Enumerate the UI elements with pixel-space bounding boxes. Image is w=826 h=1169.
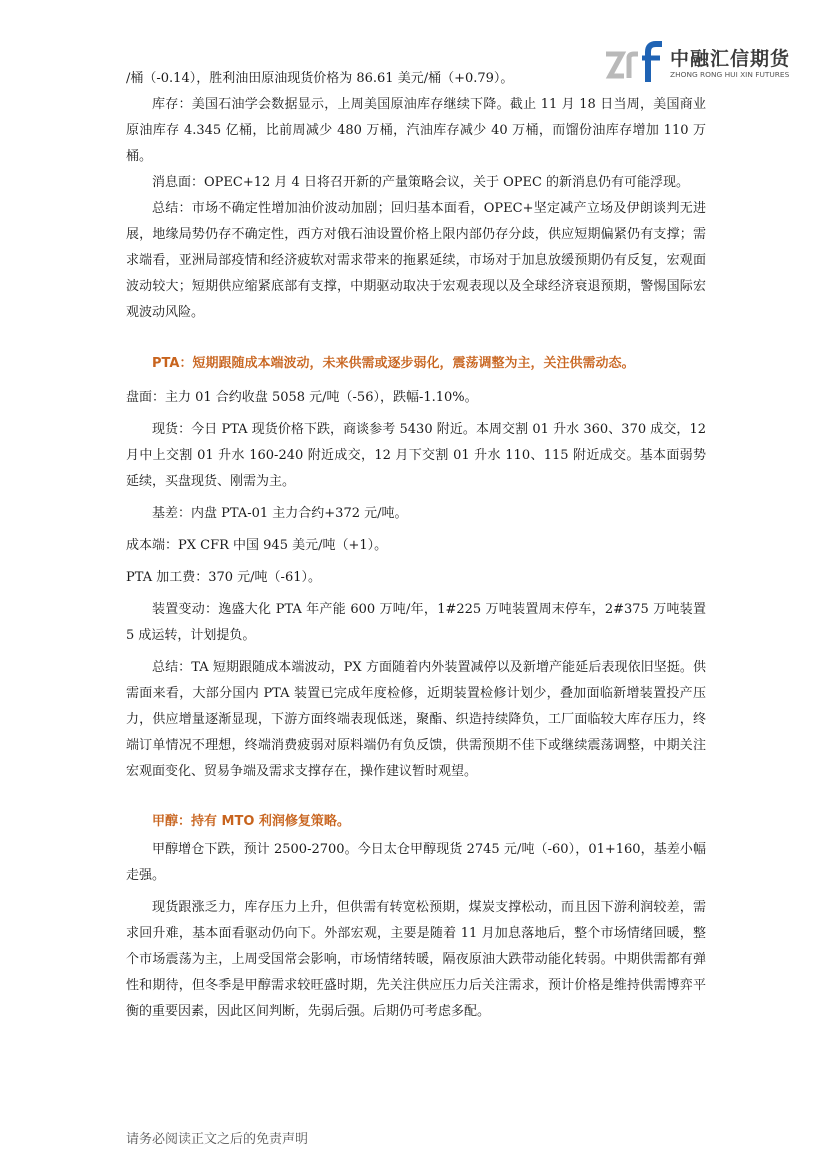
crude-news-paragraph: 消息面：OPEC+12 月 4 日将召开新的产量策略会议，关于 OPEC 的新消息仍有可能浮现。	[152, 175, 690, 190]
pta-spot-paragraph: 现货：今日 PTA 现货价格下跌，商谈参考 5430 附近。本周交割 01 升水 360、370 成交，12 月中上交割 01 升水 160-240 附近成交，12 月下交割 01 升水 110、115 附近成交。基本面弱势延续，买盘现货、刚需为主。	[126, 422, 706, 489]
logo-english-name: ZHONG RONG HUI XIN FUTURES	[670, 70, 790, 79]
crude-summary-paragraph: 总结：市场不确定性增加油价波动加剧；回归基本面看，OPEC+坚定减产立场及伊朗谈判无进展，地缘局势仍存不确定性，西方对俄石油设置价格上限内部仍存分歧，供应短期偏紧仍有支撑；需求端看，亚洲局部疫情和经济疲软对需求带来的拖累延续，市场对于加息放缓预期仍有反复，宏观面波动较大；短期供应缩紧底部有支撑，中期驱动取决于宏观表现以及全球经济衰退预期，警惕国际宏观波动风险。	[126, 201, 706, 320]
crude-price-paragraph: /桶（-0.14），胜利油田原油现货价格为 86.61 美元/桶（+0.79）。	[126, 71, 514, 86]
disclaimer-notice: 请务必阅读正文之后的免责声明	[126, 1132, 309, 1147]
pta-summary-paragraph: 总结：TA 短期跟随成本端波动，PX 方面随着内外装置减停以及新增产能延后表现依旧坚挺。供需面来看，大部分国内 PTA 装置已完成年度检修，近期装置检修计划少，叠加面临新增装置投产压力，供应增量逐渐显现，下游方面终端表现低迷，聚酯、织造持续降负，工厂面临较大库存压力，终端订单情况不理想，终端消费疲弱对原料端仍有负反馈，供需预期不佳下或继续震荡调整，中期关注宏观面变化、贸易争端及需求支撑存在，操作建议暂时观望。	[126, 660, 706, 779]
methanol-section-heading: 甲醇：持有 MTO 利润修复策略。	[152, 814, 350, 829]
pta-processing-fee-paragraph: PTA 加工费：370 元/吨（-61）。	[126, 570, 321, 585]
logo-chinese-name: 中融汇信期货	[670, 48, 791, 70]
methanol-market-paragraph: 甲醇增仓下跌，预计 2500-2700。今日太仓甲醇现货 2745 元/吨（-60），01+160，基差小幅走强。	[126, 842, 706, 883]
pta-section-heading: PTA：短期跟随成本端波动，未来供需或逐步弱化，震荡调整为主，关注供需动态。	[152, 356, 635, 371]
pta-basis-paragraph: 基差：内盘 PTA-01 主力合约+372 元/吨。	[152, 506, 408, 521]
pta-plant-changes-paragraph: 装置变动：逸盛大化 PTA 年产能 600 万吨/年，1#225 万吨装置周末停车，2#375 万吨装置 5 成运转，计划提负。	[126, 602, 706, 643]
methanol-analysis-paragraph: 现货跟涨乏力，库存压力上升，但供需有转宽松预期，煤炭支撑松动，而且因下游利润较差，需求回升难，基本面看驱动仍向下。外部宏观，主要是随着 11 月加息落地后，整个市场情绪回暖，整个市场震荡为主，上周受国常会影响，市场情绪转暖，隔夜原油大跌带动能化转弱。中期供需都有弹性和期待，但冬季是甲醇需求较旺盛时期，先关注供应压力后关注需求，预计价格是维持供需博弈平衡的重要因素，因此区间判断，先弱后强。后期仍可考虑多配。	[126, 900, 706, 1019]
report-body	[126, 66, 706, 1025]
pta-cost-paragraph: 成本端：PX CFR 中国 945 美元/吨（+1）。	[126, 538, 388, 553]
pta-futures-paragraph: 盘面：主力 01 合约收盘 5058 元/吨（-56），跌幅-1.10%。	[126, 390, 478, 405]
crude-inventory-paragraph: 库存：美国石油学会数据显示，上周美国原油库存继续下降。截止 11 月 18 日当周，美国商业原油库存 4.345 亿桶，比前周减少 480 万桶，汽油库存减少 40 万桶，而馏份油库存增加 110 万桶。	[126, 97, 706, 164]
